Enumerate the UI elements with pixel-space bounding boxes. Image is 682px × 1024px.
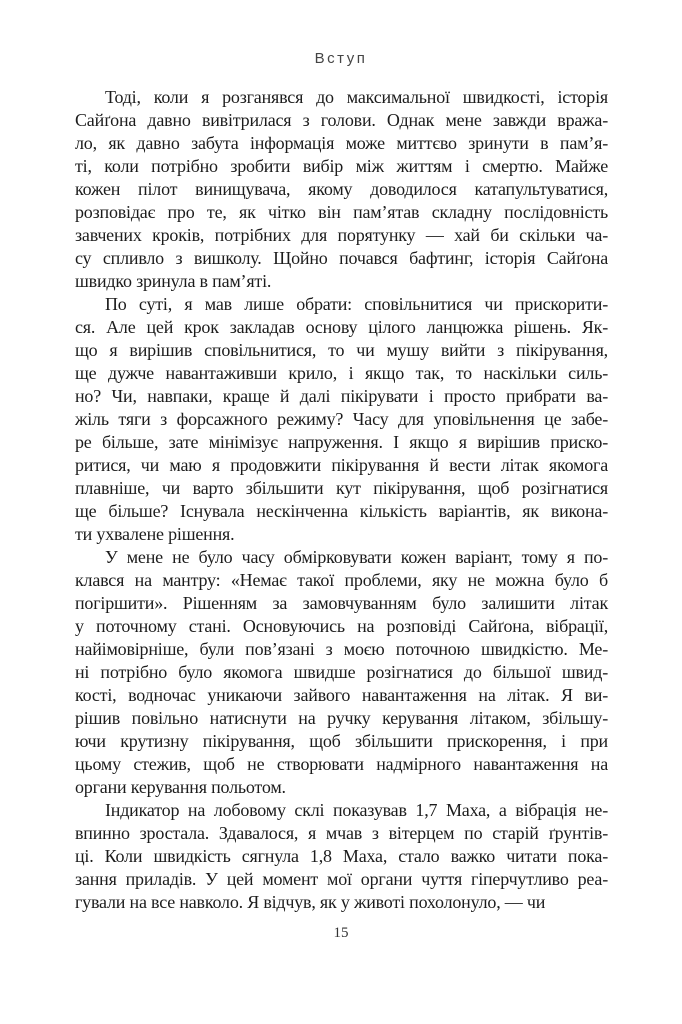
text-line: Сайґона давно вивітрилася з голови. Однак мене завжди вража- xyxy=(75,110,608,130)
text-line: ритися, чи маю я продовжити пікірування й вести літак якомога xyxy=(75,455,608,475)
text-line: клався на мантру: «Немає такої проблеми, яку не можна було б xyxy=(75,570,608,590)
text-line: впинно зростала. Здавалося, я мчав з вітерцем по старій ґрунтів- xyxy=(75,823,608,843)
text-line: ючи крутизну пікірування, щоб збільшити прискорення, і при xyxy=(75,731,608,751)
text-line: завчених кроків, потрібних для порятунку — хай би скільки ча- xyxy=(75,225,608,245)
text-line: жіль тяги з форсажного режиму? Часу для уповільнення це забе- xyxy=(75,409,608,429)
text-line: найімовірніше, були пов’язані з моєю поточною швидкістю. Ме- xyxy=(75,639,608,659)
text-line: плавніше, чи варто збільшити кут пікірування, щоб розігнатися xyxy=(75,478,608,498)
text-line: ся. Але цей крок закладав основу цілого ланцюжка рішень. Як- xyxy=(75,317,608,337)
text-line: кості, водночас уникаючи зайвого навантаження на літак. Я ви- xyxy=(75,685,608,705)
text-line: но? Чи, навпаки, краще й далі пікірувати і просто прибрати ва- xyxy=(75,386,608,406)
paragraph xyxy=(75,799,608,914)
running-head: Вступ xyxy=(314,50,368,67)
text-line: розповідає про те, як чітко він пам’ятав складну послідовність xyxy=(75,202,608,222)
text-line: ні потрібно було якомога швидше розігнатися до більшої швид- xyxy=(75,662,608,682)
text-line: зання приладів. У цей момент мої органи чуття гіперчутливо реа- xyxy=(75,869,608,889)
text-line: цьому стежив, щоб не створювати надмірного навантаження на xyxy=(75,754,608,774)
text-line: ті, коли потрібно зробити вибір між життям і смертю. Майже xyxy=(75,156,608,176)
text-line: кожен пілот винищувача, якому доводилося катапультуватися, xyxy=(75,179,608,199)
text-line: гували на все навколо. Я відчув, як у животі похолонуло, — чи xyxy=(75,892,546,912)
paragraph xyxy=(75,546,608,799)
text-line: ло, як давно забута інформація може миттєво зринути в пам’я- xyxy=(75,133,608,153)
text-line: ці. Коли швидкість сягнула 1,8 Маха, стало важко читати пока- xyxy=(75,846,608,866)
text-line: Індикатор на лобовому склі показував 1,7 Маха, а вібрація не- xyxy=(105,800,608,820)
text-line: погіршити». Рішенням за замовчуванням було залишити літак xyxy=(75,593,608,613)
text-line: су спливло з вишколу. Щойно почався бафтинг, історія Сайґона xyxy=(75,248,608,268)
text-line: ре більше, зате мінімізує напруження. І якщо я вирішив приско- xyxy=(75,432,608,452)
text-line: По суті, я мав лише обрати: сповільнитися чи прискорити- xyxy=(105,294,608,314)
text-line: Тоді, коли я розганявся до максимальної швидкості, історія xyxy=(105,87,608,107)
text-line: ще більше? Існувала нескінченна кількість варіантів, як викона- xyxy=(75,501,608,521)
text-line: у поточному стані. Основуючись на розповіді Сайґона, вібрації, xyxy=(75,616,608,636)
text-line: що я вирішив сповільнитися, то чи мушу вийти з пікірування, xyxy=(75,340,608,360)
text-block xyxy=(75,86,608,914)
paragraph xyxy=(75,86,608,293)
text-line: швидко зринула в пам’яті. xyxy=(75,271,272,291)
text-line: рішив повільно натиснути на ручку керування літаком, збільшу- xyxy=(75,708,608,728)
text-line: органи керування польотом. xyxy=(75,777,286,797)
page-number: 15 xyxy=(333,925,349,941)
paragraph xyxy=(75,293,608,546)
text-line: ти ухвалене рішення. xyxy=(75,524,235,544)
text-line: У мене не було часу обмірковувати кожен варіант, тому я по- xyxy=(105,547,608,567)
text-line: ще дужче навантаживши крило, і якщо так, то наскільки силь- xyxy=(75,363,608,383)
